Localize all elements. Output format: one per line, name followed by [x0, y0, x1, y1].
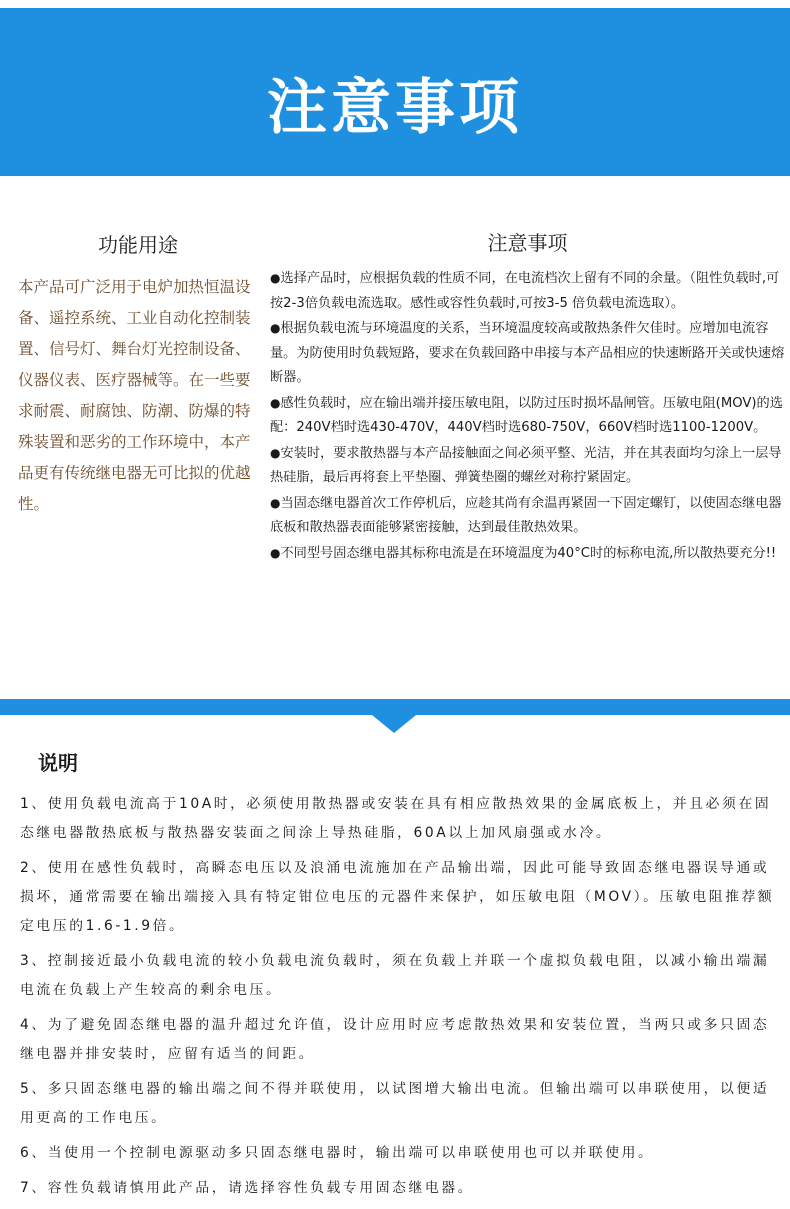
note-text: 不同型号固态继电器其标称电流是在环境温度为40°C时的标称电流,所以散热要充分!! [280, 545, 777, 561]
page-title: 注意事项 [267, 73, 523, 143]
note-text: 感性负载时，应在输出端并接压敏电阻，以防过压时损坏晶闸管。压敏电阻(MOV)的选配：240V档时选430-470V，440V档时选680-750V，660V档时选1100-1200V。 [270, 395, 783, 435]
explain-heading: 说明 [38, 751, 78, 775]
explain-item: 1、使用负载电流高于10A时，必须使用散热器或安装在具有相应散热效果的金属底板上，并且必须在固态继电器散热底板与散热器安装面之间涂上导热硅脂，60A以上加风扇强或水冷。 [20, 796, 772, 841]
bullet-icon: ● [270, 321, 281, 335]
notes-heading: 注意事项 [487, 231, 568, 255]
note-item [270, 491, 785, 541]
explain-item: 2、使用在感性负载时，高瞬态电压以及浪涌电流施加在产品输出端，因此可能导致固态继电器误导通或损坏，通常需要在输出端接入具有特定钳位电压的元器件来保护，如压敏电阻（MOV）。压敏电阻推荐额定电压的1.6-1.9倍。 [20, 860, 775, 934]
bullet-icon: ● [270, 545, 281, 560]
note-text: 选择产品时，应根据负载的性质不同，在电流档次上留有不同的余量。（阻性负载时,可按2-3倍负载电流选取。感性或容性负载时,可按3-5 倍负载电流选取）。 [270, 271, 780, 311]
note-item [270, 316, 785, 391]
note-text: 当固态继电器首次工作停机后，应趁其尚有余温再紧固一下固定螺钉，以使固态继电器底板和散热器表面能够紧密接触，达到最佳散热效果。 [270, 495, 782, 535]
note-item [270, 391, 785, 441]
section-divider [0, 699, 790, 715]
note-text: 安装时，要求散热器与本产品接触面之间必须平整、光洁，并在其表面均匀涂上一层导热硅脂，最后再将套上平垫圈、弹簧垫圈的螺丝对称拧紧固定。 [270, 445, 782, 485]
bullet-icon: ● [270, 495, 281, 510]
bullet-icon: ● [270, 271, 281, 285]
note-text: 根据负载电流与环境温度的关系，当环境温度较高或散热条件欠佳时。应增加电流容量。为防使用时负载短路，要求在负载回路中串接与本产品相应的快速断路开关或快速熔断器。 [270, 321, 785, 385]
note-item [270, 266, 785, 316]
header-banner [0, 8, 790, 176]
function-section [18, 230, 258, 520]
notes-section [270, 228, 785, 566]
explain-item: 4、为了避免固态继电器的温升超过允许值，设计应用时应考虑散热效果和安装位置，当两只或多只固态继电器并排安装时，应留有适当的间距。 [20, 1017, 770, 1062]
bullet-icon: ● [270, 395, 281, 410]
divider-arrow-icon [372, 715, 416, 733]
function-heading: 功能用途 [98, 233, 178, 257]
note-item [270, 441, 785, 491]
explain-item: 7、容性负载请慎用此产品，请选择容性负载专用固态继电器。 [20, 1180, 475, 1196]
function-body: 本产品可广泛用于电炉加热恒温设备、遥控系统、工业自动化控制装置、信号灯、舞台灯光控制设备、仪器仪表、医疗器械等。在一些要求耐震、耐腐蚀、防潮、防爆的特殊装置和恶劣的工作环境中，本产品更有传统继电器无可比拟的优越性。 [18, 278, 251, 513]
explain-item: 3、控制接近最小负载电流的较小负载电流负载时，须在负载上并联一个虚拟负载电阻，以减小输出端漏电流在负载上产生较高的剩余电压。 [20, 953, 770, 998]
explain-list [20, 790, 782, 1209]
note-item [270, 541, 785, 567]
bullet-icon: ● [270, 445, 281, 460]
explain-item: 5、多只固态继电器的输出端之间不得并联使用，以试图增大输出电流。但输出端可以串联使用，以便适用更高的工作电压。 [20, 1081, 770, 1126]
explain-item: 6、当使用一个控制电源驱动多只固态继电器时，输出端可以串联使用也可以并联使用。 [20, 1145, 655, 1161]
